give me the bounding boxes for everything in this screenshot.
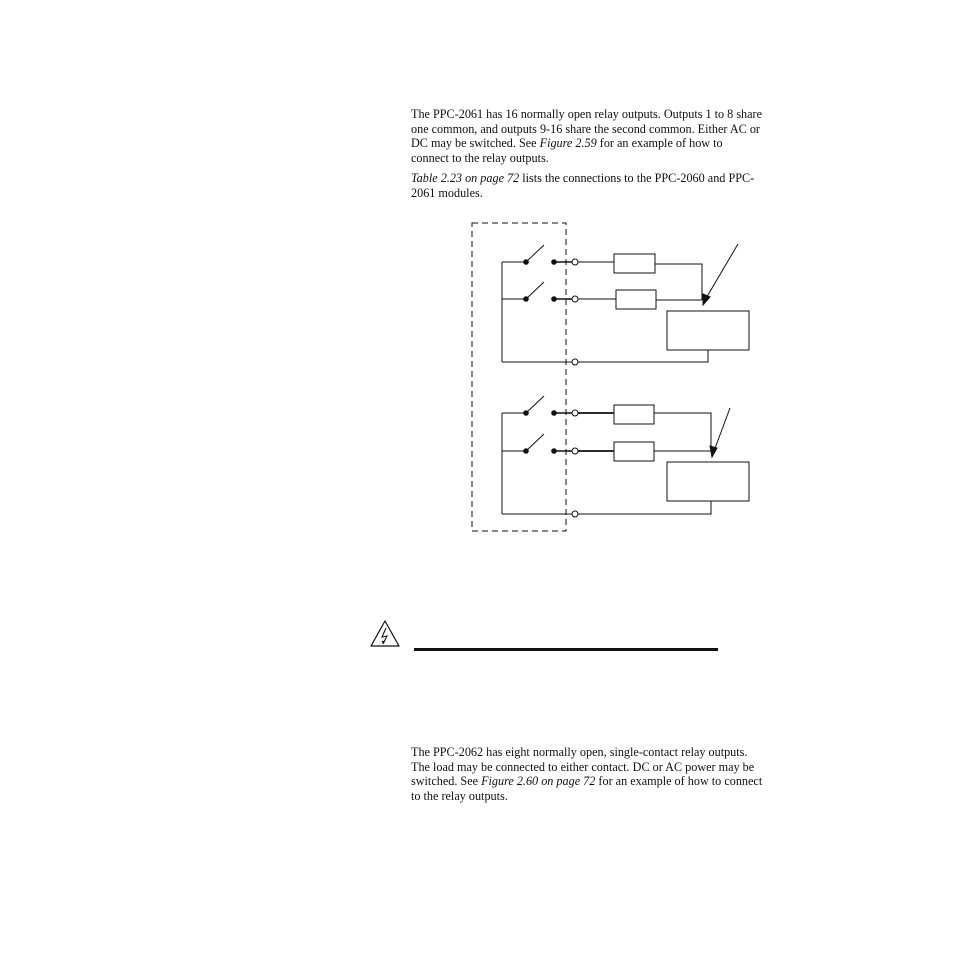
arrow-head (710, 446, 717, 457)
relay-switch-blade (526, 396, 544, 413)
wire (654, 413, 711, 451)
terminal (572, 511, 578, 517)
load-box (616, 290, 656, 309)
wire (578, 350, 708, 362)
terminal (572, 448, 578, 454)
terminal (572, 359, 578, 365)
relay-group-2 (502, 396, 749, 517)
load-box (614, 254, 655, 273)
paragraph-table-reference (411, 171, 763, 200)
load-box (614, 442, 654, 461)
terminal (572, 410, 578, 416)
relay-group-1 (502, 244, 749, 365)
paragraph-text: The PPC-2062 has eight normally open, single-contact relay outputs. The load may be connected to either contact. DC or AC power may be switched. See (411, 745, 755, 789)
paragraph-text: The PPC-2061 has 16 normally open relay outputs. Outputs 1 to 8 share one common, and outputs 9-16 share the second common. Either AC or DC may be switched. See (411, 107, 763, 151)
module-boundary (472, 223, 566, 531)
wire (578, 501, 711, 514)
high-voltage-warning-icon (369, 619, 401, 649)
paragraph-text: for an example of how to connect to the relay outputs. (411, 774, 763, 803)
load-box (614, 405, 654, 424)
paragraph-text: for an example of how to connect to the relay outputs. (411, 136, 723, 165)
pointer-line (714, 408, 730, 451)
relay-switch-blade (526, 282, 544, 299)
arrow-head (703, 294, 710, 305)
pointer-line (705, 244, 738, 300)
paragraph-ppc-2061-outputs (411, 107, 763, 165)
figure-reference-link[interactable]: Figure 2.60 on page 72 (481, 774, 596, 789)
warning-rule (414, 648, 718, 651)
device-box (667, 462, 749, 501)
relay-switch-blade (526, 245, 544, 262)
wire (655, 264, 702, 300)
relay-switch-blade (526, 434, 544, 451)
figure-reference-link[interactable]: Figure 2.59 (539, 136, 597, 151)
device-box (667, 311, 749, 350)
paragraph-text: lists the connections to the PPC-2060 and PPC-2061 modules. (411, 171, 755, 200)
terminal (572, 259, 578, 265)
table-reference-link[interactable]: Table 2.23 on page 72 (411, 171, 520, 185)
terminal (572, 296, 578, 302)
relay-wiring-diagram (460, 216, 760, 536)
paragraph-ppc-2062-outputs (411, 745, 763, 803)
